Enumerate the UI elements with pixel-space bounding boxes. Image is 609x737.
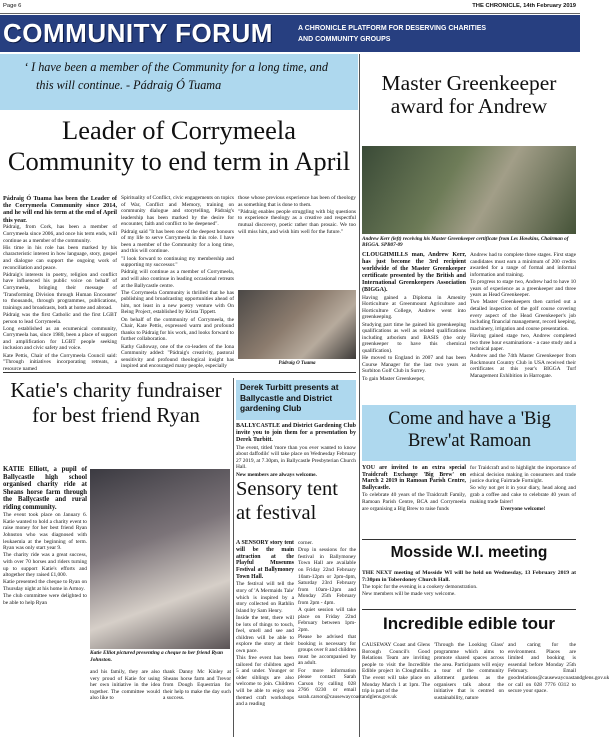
greenkeeper-photo — [362, 146, 576, 234]
greenkeeper-column-1 — [362, 252, 466, 402]
greenkeeper-paragraph: Studying part time he gained his greenkeeping qualifications as well as related qualifications including arborism and BASIS (the only greenkeeper to have this chemical qualification). — [362, 321, 466, 354]
sensory-paragraph: The festival will tell the story of 'A Mermaids Tale' which is inspired by a story collected on Rathlin Island by Sam Henry. — [236, 581, 294, 614]
corrymeela-paragraph: Kathy Galloway, one of the co-leaders of the Iona Community added: "Pádraig's creativity, pastoral sensitivity and profound theological insight has inspired and encouraged many people, especially — [121, 343, 234, 370]
corrymeela-paragraph: His time in his role has been marked by his characteristic interest in how language, story, gospel and dialogue can support the ongoing work of reconciliation and peace. — [3, 244, 117, 271]
page-header — [0, 0, 580, 14]
katie-paragraph: thank Danny Mc Kinley at Sheans horse farm and Trevor from Dough Equestrian for their help to make the day such a success. — [163, 669, 231, 702]
corrymeela-paragraph: Long established as an ecumenical community, Corrymeela has, since 1980, been a place of support and amplification for LGBT people seeking inclusion and civic safety and voice. — [3, 325, 117, 352]
banner-title: COMMUNITY FORUM — [3, 18, 273, 48]
sensory-paragraph: For more information please contact Sarah Carson by calling 028 2766 0230 or email sarah.carson@causewaycoastandglens.gov.uk — [298, 667, 397, 701]
mosside-paragraph: New members will be made very welcome. — [362, 590, 456, 597]
edible-paragraph: and caring for the environment. Places are limited and booking is essential before Monday 25th February. Email goodrelations@causewaycoastandglens.gov.uk or call on 028 7776 0312 to secure your space. — [508, 642, 609, 695]
edible-column-3 — [508, 642, 609, 736]
greenkeeper-paragraph: Two Master Greenkeepers then carried out a detailed inspection of the golf course covering every aspect of the Head Greenkeeper's job including financial management, record keeping, machinery, irrigation and course presentation. — [470, 299, 576, 332]
corrymeela-column-3 — [238, 195, 356, 287]
greenkeeper-paragraph: Having gained a Diploma in Amenity Horticulture at Greenmount Agriculture and Horticulture College, Andrew went into greenkeeping. — [362, 294, 466, 321]
katie-column-2 — [90, 669, 160, 735]
padraig-caption: Pádraig O Tuama — [278, 361, 316, 366]
corrymeela-paragraph: The Corrymeela Community is thrilled that he has publishing and broadcasting opportunities ahead of him, not least in a new poetry venture with On Being Project, established by Krista Tippett. — [121, 289, 234, 316]
brew-lead: YOU are invited to an extra special Traidcraft Exchange 'Big Brew' on March 2 2019 in Ramoan Parish Centre, Ballycastle. — [362, 465, 466, 492]
edible-paragraph: 'Through the Looking Glass' programme which aims to promote shared spaces across the area. Participants will enjoy a tour of the community allotment gardens as the organisers talk about the initiative that is centred on sustainability, nature — [434, 642, 504, 701]
katie-paragraph: The club committee were delighted to be able to help Ryan — [3, 593, 87, 606]
greenkeeper-paragraph: Andrew and the 74th Master Greenkeeper from Rockmount Country Club in USA received their certificates at this year's BIGGA Turf Management Exhibition in Harrogate. — [470, 353, 576, 380]
corrymeela-paragraph: "I look forward to continuing my membership and supporting my successor." — [121, 255, 234, 269]
section-divider — [3, 372, 356, 373]
derek-headline: Derek Turbitt presents at Ballycastle and District gardening Club — [240, 382, 339, 413]
katie-paragraph: The charity ride was a great success, with over 70 horses and riders turning up to support Katie's efforts and altogether they raised £1,000. — [3, 552, 87, 579]
mosside-lead: THE NEXT meeting of Mosside WI will be held on Wednesday, 13 February 2019 at 7:30pm in Toberdoney Church Hall. — [362, 570, 576, 583]
katie-cheque-photo — [90, 469, 230, 649]
greenkeeper-paragraph: He moved to England in 2007 and has been Course Manager for the last two years at Surbiton Golf Club in Surrey. — [362, 355, 466, 375]
corrymeela-paragraph: Kate Pettis, Chair of the Corrymeela Council said: "Through initiatives incorporating retreats, a resource named — [3, 352, 117, 372]
mosside-body — [362, 570, 576, 608]
corrymeela-paragraph: Pádraig said "It has been one of the deepest honours of my life to serve Corrymeela in this role. I have been a member of the Community for a long time, and this will continue. — [121, 228, 234, 255]
edible-column-2 — [434, 642, 504, 736]
greenkeeper-paragraph: Having gained stage two, Andrew completed two three hour examinations - a case study and a technical paper. — [470, 332, 576, 353]
column-rule — [233, 378, 234, 737]
corrymeela-paragraph: Pádraig was the first Catholic and the first LGBT person to lead Corrymeela. — [3, 311, 117, 325]
greenkeeper-caption: Andrew Kerr (left) receiving his Master Greenkeeper certificate from Les Howkins, Chairman of BIGGA. SPB07-09 — [362, 236, 569, 249]
sensory-paragraph: Please be advised that booking is necessary for groups over 8 and children must be accompanied by an adult. — [298, 634, 356, 667]
brew-paragraph: So why not get it in your diary, head along and grab a coffee and cake to celebrate 40 years of making trade fairer! — [470, 485, 576, 505]
corrymeela-paragraph: Pádraig, from Cork, has been a member of Corrymeela since 2006, and once his term ends, will continue as a member of the community. — [3, 224, 117, 244]
katie-column-1 — [3, 466, 87, 734]
greenkeeper-paragraph: To progress to stage two, Andrew had to have 10 years of experience as a greenkeeper and three years as Head Greenkeeper. — [470, 278, 576, 299]
corrymeela-paragraph: Spirituality of Conflict, civic engagements on topics of War, Conflict and Memory, training on community dialogue and storytelling, Pádraig's leadership has been marked by the desire for encounter, faith and conflict to be deepened". — [121, 195, 234, 228]
banner-tagline: A CHRONICLE PLATFORM FOR DESERVING CHARITIES AND COMMUNITY GROUPS — [298, 25, 487, 43]
corrymeela-paragraph: On behalf of the community of Corrymeela, the Chair, Kate Pettis, expressed warm and profound thanks to Pádraig for his work, and looks forward to further collaboration. — [121, 316, 234, 343]
brew-paragraph: for Traidcraft and to highlight the importance of ethical decision making in consumers and trade justice during Fairtrade Fortnight. — [470, 465, 576, 485]
sensory-lead: A SENSORY story tent will be the main attraction at the Playful Museums Festival at Ballymoney Town Hall. — [236, 540, 294, 580]
brew-headline-box — [362, 405, 576, 461]
sensory-paragraph: This free event has been tailored for children aged 5 and under. Younger or older siblings are also welcome to join. Children will be able to enjoy sea themed craft workshops and a reading — [236, 655, 294, 708]
katie-paragraph: The event took place on January 6. Katie wanted to hold a charity event to raise money for her best friend Ryan Johnston who was diagnosed with leukaemia at the beginning of term. Ryan was only start year 9. — [3, 512, 87, 552]
sensory-headline: Sensory tent at festival — [236, 478, 338, 524]
katie-headline: Katie's charity fundraiser for best friend Ryan — [10, 378, 222, 427]
sensory-paragraph: corner. — [298, 540, 313, 546]
column-rule — [359, 54, 360, 737]
community-forum-banner — [0, 15, 580, 52]
katie-lead: KATIE Elliott, a pupil of Ballycastle high school organised charity ride at Sheans horse farm through the Ballycastle and rural riding community. — [3, 466, 87, 511]
corrymeela-paragraph: "Pádraig enables people struggling with big questions to experience theology as a creative and respectful mutual discovery, poetic rather than prosaic. We too will miss him, and wish him well for the future." — [238, 208, 356, 235]
pull-quote: ‘ I have been a member of the Community for a long time, and this will continue. - Pádraig Ó Tuama — [0, 54, 358, 110]
page-number: Page 6 — [3, 3, 22, 9]
derek-lead: BALLYCASTLE and District Gardening Club invite you to join them for a presentation by Derek Turbitt. — [236, 423, 356, 443]
katie-paragraph: and his family, they are also very proud of Katie for using her own initiative in the idea together. The committee would also like to — [90, 669, 160, 702]
brew-paragraph: To celebrate 40 years of the Traidcraft Family, Ramoan Parish Centre, BCA and Corrymeela are organising a Big Brew to raise funds — [362, 492, 466, 512]
sensory-paragraph: A quiet session will take place on Friday 22nd February between 1pm-2pm. — [298, 607, 356, 633]
brew-headline: Come and have a 'Big Brew'at Ramoan — [388, 409, 551, 451]
padraig-photo — [238, 290, 356, 359]
brew-column-1 — [362, 465, 466, 537]
sensory-paragraph: Drop in sessions for the festival in Ballymoney Town Hall are available on Friday 22nd February 10am-12pm or 2pm-4pm, Saturday 23rd February from 10am-12pm and Monday 25th February from 2pm - 4pm. — [298, 547, 356, 606]
corrymeela-paragraph: Pádraig will continue as a member of Corrymeela, and will also continue in leading occasional retreats at the Ballycastle centre. — [121, 269, 234, 289]
greenkeeper-column-2 — [470, 252, 576, 402]
corrymeela-lead: Pádraig Ó Tuama has been the Leader of the Corrymeela Community since 2014, and he will end his term at the end of April this year. — [3, 195, 117, 224]
greenkeeper-lead: CLOUGHMILLS man, Andrew Kerr, has just become the 3rd recipient worldwide of the Master Greenkeeper certificate presented by the British and International Greenkeepers Association (BIGGA). — [362, 252, 466, 293]
corrymeela-headline: Leader of Corrymeela Community to end term in April — [7, 115, 351, 176]
corrymeela-column-1 — [3, 195, 117, 372]
katie-paragraph: Katie presented the cheque to Ryan on Thursday night at his home in Armoy. — [3, 579, 87, 592]
sensory-column-1 — [236, 540, 294, 735]
sensory-paragraph: Inside the tent, there will be lots of things to touch, feel, smell and see and children will be able to explore the story at their own pace. — [236, 614, 294, 654]
greenkeeper-headline: Master Greenkeeper award for Andrew — [381, 71, 557, 118]
derek-headline-box — [236, 380, 356, 420]
katie-caption: Katie Elliot pictured presenting a cheque to her friend Ryan Johnston. — [90, 650, 224, 663]
brew-column-2 — [470, 465, 576, 537]
brew-note: Everyone welcome! — [500, 505, 546, 512]
derek-paragraph: The event, titled 'more than you ever wanted to know about daffodils' will take place on Wednesday February 27 2019, at 7.30pm, in Ballycastle Presbyterian Church Hall. — [236, 444, 356, 471]
edible-headline: Incredible edible tour — [383, 614, 555, 633]
mosside-paragraph: The topic for the evening is a cookery demonstration. — [362, 583, 478, 590]
greenkeeper-paragraph: To gain Master Greenkeeper, — [362, 375, 425, 382]
edible-column-1 — [362, 642, 430, 736]
derek-body — [236, 423, 356, 478]
publication-date: THE CHRONICLE, 14th February 2019 — [472, 3, 576, 9]
derek-note: New members are always welcome. — [236, 471, 317, 478]
katie-column-3 — [163, 669, 231, 735]
corrymeela-paragraph: Pádraig's interests in poetry, religion and conflict have influenced his public voice on behalf of Corrymeela, bringing their message of 'Transforming Division through Human Encounter' to thousands, through programmes, publications, trainings and broadcasts, both at home and abroad. — [3, 271, 117, 311]
corrymeela-column-2 — [121, 195, 234, 370]
corrymeela-paragraph: those whose previous experience has been of theology as something that is done to them. — [238, 195, 356, 208]
mosside-headline: Mosside W.I. meeting — [390, 544, 548, 561]
edible-paragraph: CAUSEWAY Coast and Glens Borough Council's Good Relations Team are inviting people to visit the Incredible Edible project in Cloughmills. The event will take place on Monday March 1 at 1pm. The trip is part of the — [362, 642, 430, 695]
greenkeeper-paragraph: Andrew had to complete three stages. First stage candidates must earn a minimum of 200 credits awarded for a range of formal and informal information and training. — [470, 252, 576, 278]
